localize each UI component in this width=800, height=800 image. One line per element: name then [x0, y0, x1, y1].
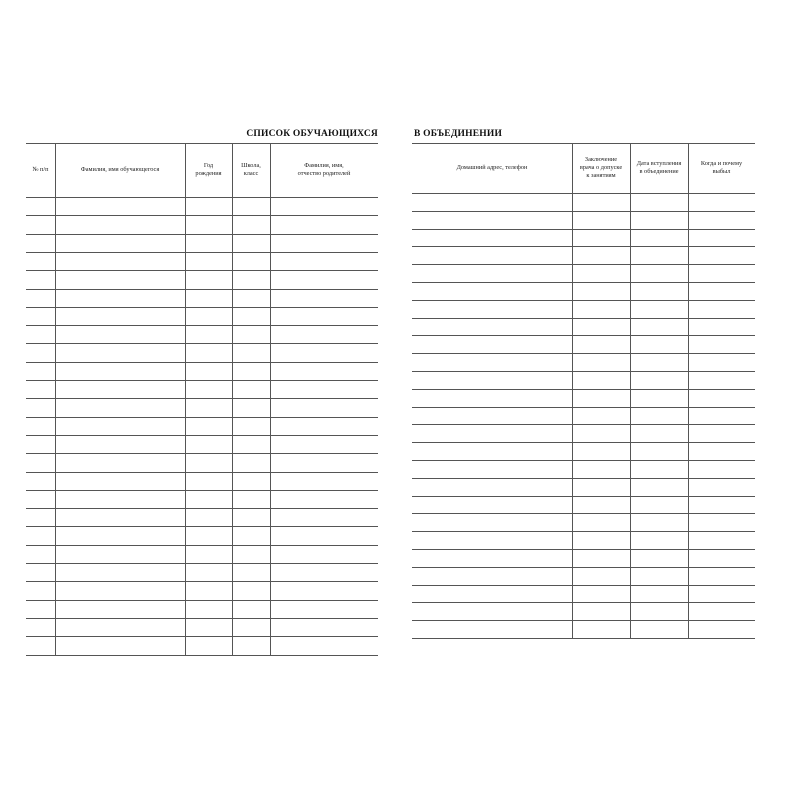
table-row-line — [412, 638, 755, 639]
right-register-table — [412, 143, 755, 638]
table-row-line — [26, 581, 378, 582]
table-row-line — [26, 545, 378, 546]
table-row-line — [26, 234, 378, 235]
table-row-line — [412, 478, 755, 479]
table-row-line — [26, 600, 378, 601]
column-header-doctor-clearance: Заключение врача о допуске к занятиям — [579, 156, 623, 179]
table-row-line — [412, 282, 755, 283]
table-row-line — [26, 435, 378, 436]
left-register-table — [26, 143, 378, 655]
table-top-border — [412, 143, 755, 144]
column-divider — [572, 143, 573, 638]
table-row-line — [26, 417, 378, 418]
table-row-line — [26, 655, 378, 656]
table-row-line — [26, 563, 378, 564]
column-header-student-name: Фамилия, имя обучающегося — [80, 166, 160, 173]
header-bottom-border — [412, 193, 755, 194]
table-row-line — [412, 549, 755, 550]
column-divider — [55, 143, 56, 655]
column-divider — [232, 143, 233, 655]
table-row-line — [412, 407, 755, 408]
table-row-line — [26, 508, 378, 509]
table-row-line — [26, 380, 378, 381]
column-header-parents-name: Фамилия, имя, отчество родителей — [297, 162, 351, 177]
column-header-number: № п/п — [32, 166, 49, 173]
table-row-line — [26, 289, 378, 290]
table-row-line — [412, 335, 755, 336]
table-row-line — [26, 252, 378, 253]
header-bottom-border — [26, 197, 378, 198]
table-row-line — [412, 585, 755, 586]
table-row-line — [412, 567, 755, 568]
column-divider — [630, 143, 631, 638]
table-row-line — [412, 353, 755, 354]
table-row-line — [412, 442, 755, 443]
table-top-border — [26, 143, 378, 144]
table-row-line — [412, 389, 755, 390]
column-header-home-address: Домашний адрес, телефон — [456, 164, 528, 171]
table-row-line — [26, 362, 378, 363]
table-row-line — [26, 490, 378, 491]
left-page-title: СПИСОК ОБУЧАЮЩИХСЯ — [246, 129, 378, 139]
table-row-line — [26, 453, 378, 454]
table-row-line — [412, 460, 755, 461]
table-row-line — [26, 270, 378, 271]
table-row-line — [412, 424, 755, 425]
table-row-line — [26, 343, 378, 344]
table-row-line — [412, 602, 755, 603]
table-row-line — [412, 496, 755, 497]
table-row-line — [26, 618, 378, 619]
column-header-leave-reason: Когда и почему выбыл — [700, 160, 743, 175]
table-row-line — [412, 246, 755, 247]
table-row-line — [412, 211, 755, 212]
table-row-line — [412, 531, 755, 532]
column-header-birth-year: Год рождения — [195, 162, 222, 177]
table-row-line — [412, 318, 755, 319]
table-row-line — [26, 307, 378, 308]
table-row-line — [412, 300, 755, 301]
table-row-line — [412, 371, 755, 372]
column-divider — [270, 143, 271, 655]
table-row-line — [412, 229, 755, 230]
table-row-line — [26, 526, 378, 527]
table-row-line — [26, 398, 378, 399]
table-row-line — [26, 636, 378, 637]
right-page-title: В ОБЪЕДИНЕНИИ — [414, 129, 503, 139]
column-header-school-class: Школа, класс — [241, 162, 261, 177]
table-row-line — [26, 472, 378, 473]
column-header-join-date: Дата вступления в объединение — [636, 160, 682, 175]
table-row-line — [412, 620, 755, 621]
table-row-line — [26, 215, 378, 216]
table-row-line — [26, 325, 378, 326]
table-row-line — [412, 264, 755, 265]
column-divider — [688, 143, 689, 638]
column-divider — [185, 143, 186, 655]
table-row-line — [412, 513, 755, 514]
